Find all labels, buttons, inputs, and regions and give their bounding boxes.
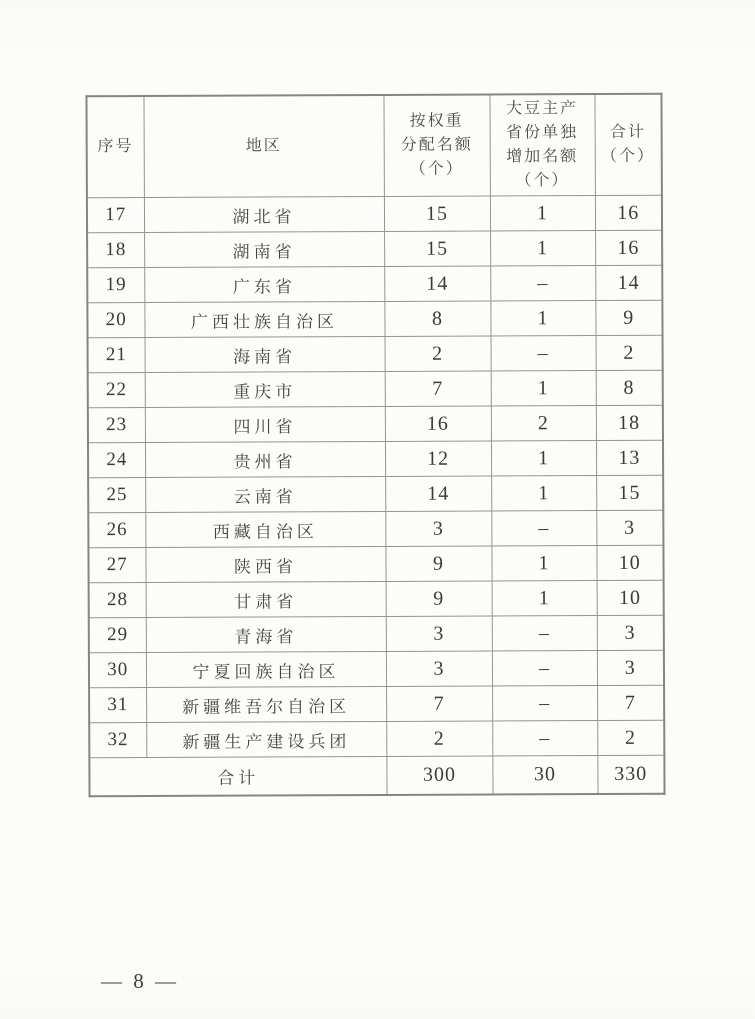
cell-total: 16 xyxy=(595,195,662,230)
cell-weight-quota: 3 xyxy=(386,616,492,651)
cell-row-number: 29 xyxy=(89,618,146,653)
table-row xyxy=(88,335,663,373)
cell-weight-quota: 9 xyxy=(386,581,492,616)
cell-soy-extra: 1 xyxy=(491,371,596,406)
cell-total: 18 xyxy=(596,405,663,440)
cell-weight-quota: 15 xyxy=(384,231,490,266)
cell-soy-extra: 1 xyxy=(492,581,597,616)
table-row xyxy=(89,720,664,758)
cell-soy-extra: – xyxy=(490,266,595,301)
cell-total: 2 xyxy=(597,720,664,755)
cell-total: 15 xyxy=(596,475,663,510)
cell-soy-extra: 1 xyxy=(491,441,596,476)
header-total: 合计 （个） xyxy=(594,94,661,196)
header-region: 地区 xyxy=(143,95,383,198)
cell-weight-quota: 14 xyxy=(384,266,490,301)
total-sum: 330 xyxy=(597,755,664,794)
cell-weight-quota: 7 xyxy=(386,686,492,721)
cell-row-number: 31 xyxy=(89,688,146,723)
header-no: 序号 xyxy=(86,96,143,198)
cell-region: 西藏自治区 xyxy=(145,511,385,547)
table-footer xyxy=(89,755,664,796)
cell-region: 湖南省 xyxy=(144,231,384,267)
cell-region: 新疆维吾尔自治区 xyxy=(146,686,386,722)
cell-total: 3 xyxy=(596,510,663,545)
cell-soy-extra: – xyxy=(492,651,597,686)
cell-row-number: 24 xyxy=(88,443,145,478)
cell-region: 云南省 xyxy=(145,476,385,512)
cell-row-number: 26 xyxy=(88,513,145,548)
table-row xyxy=(88,405,663,443)
header-weight-quota: 按权重 分配名额 （个） xyxy=(383,94,489,196)
total-row xyxy=(89,755,664,796)
cell-row-number: 18 xyxy=(87,233,144,268)
table-row xyxy=(88,510,663,548)
cell-region: 贵州省 xyxy=(145,441,385,477)
cell-region: 广西壮族自治区 xyxy=(144,301,384,337)
quota-allocation-table xyxy=(85,93,665,798)
cell-soy-extra: – xyxy=(492,686,597,721)
cell-region: 四川省 xyxy=(145,406,385,442)
table-header xyxy=(86,94,661,198)
cell-total: 9 xyxy=(595,300,662,335)
table-row xyxy=(87,300,662,338)
cell-soy-extra: 2 xyxy=(491,406,596,441)
table-row xyxy=(87,195,662,233)
cell-total: 14 xyxy=(595,265,662,300)
table-row xyxy=(88,475,663,513)
cell-row-number: 19 xyxy=(87,268,144,303)
table-row xyxy=(87,230,662,268)
cell-region: 甘肃省 xyxy=(146,581,386,617)
total-soy-extra: 30 xyxy=(492,756,597,795)
total-weight-quota: 300 xyxy=(386,756,492,795)
table-row xyxy=(89,580,664,618)
cell-weight-quota: 3 xyxy=(385,511,491,546)
table-row xyxy=(88,545,663,583)
cell-soy-extra: – xyxy=(491,336,596,371)
cell-soy-extra: 1 xyxy=(490,196,595,231)
cell-total: 16 xyxy=(595,230,662,265)
cell-total: 3 xyxy=(597,650,664,685)
cell-region: 重庆市 xyxy=(145,371,385,407)
cell-weight-quota: 2 xyxy=(385,336,491,371)
cell-row-number: 30 xyxy=(89,653,146,688)
cell-row-number: 23 xyxy=(88,408,145,443)
cell-weight-quota: 15 xyxy=(384,196,490,231)
cell-total: 2 xyxy=(596,335,663,370)
cell-row-number: 32 xyxy=(89,723,146,758)
cell-row-number: 25 xyxy=(88,478,145,513)
header-soy-extra-quota: 大豆主产 省份单独 增加名额 （个） xyxy=(489,94,594,196)
cell-soy-extra: – xyxy=(492,721,597,756)
table-row xyxy=(87,265,662,303)
cell-region: 湖北省 xyxy=(144,196,384,232)
cell-row-number: 21 xyxy=(88,338,145,373)
table-row xyxy=(88,370,663,408)
cell-soy-extra: 1 xyxy=(490,231,595,266)
cell-total: 8 xyxy=(596,370,663,405)
table-row xyxy=(89,685,664,723)
table-row xyxy=(89,615,664,653)
table-row xyxy=(88,440,663,478)
cell-region: 海南省 xyxy=(145,336,385,372)
cell-total: 10 xyxy=(597,580,664,615)
cell-soy-extra: 1 xyxy=(491,476,596,511)
cell-weight-quota: 7 xyxy=(385,371,491,406)
cell-region: 新疆生产建设兵团 xyxy=(146,721,386,757)
cell-weight-quota: 9 xyxy=(385,546,491,581)
cell-soy-extra: – xyxy=(491,511,596,546)
cell-soy-extra: 1 xyxy=(490,301,595,336)
header-row xyxy=(86,94,661,198)
cell-weight-quota: 8 xyxy=(384,301,490,336)
cell-soy-extra: 1 xyxy=(491,546,596,581)
cell-row-number: 17 xyxy=(87,198,144,233)
cell-row-number: 27 xyxy=(88,548,145,583)
cell-total: 3 xyxy=(597,615,664,650)
cell-weight-quota: 16 xyxy=(385,406,491,441)
cell-weight-quota: 14 xyxy=(385,476,491,511)
cell-region: 宁夏回族自治区 xyxy=(146,651,386,687)
cell-row-number: 28 xyxy=(89,583,146,618)
cell-weight-quota: 3 xyxy=(386,651,492,686)
cell-total: 10 xyxy=(596,545,663,580)
cell-weight-quota: 12 xyxy=(385,441,491,476)
cell-region: 陕西省 xyxy=(145,546,385,582)
table-row xyxy=(89,650,664,688)
cell-weight-quota: 2 xyxy=(386,721,492,756)
cell-total: 7 xyxy=(597,685,664,720)
cell-total: 13 xyxy=(596,440,663,475)
cell-region: 青海省 xyxy=(146,616,386,652)
table-body xyxy=(87,195,664,758)
total-label: 合计 xyxy=(89,756,386,796)
cell-region: 广东省 xyxy=(144,266,384,302)
cell-row-number: 22 xyxy=(88,373,145,408)
page-number: — 8 — xyxy=(101,969,177,993)
cell-row-number: 20 xyxy=(87,303,144,338)
cell-soy-extra: – xyxy=(492,616,597,651)
